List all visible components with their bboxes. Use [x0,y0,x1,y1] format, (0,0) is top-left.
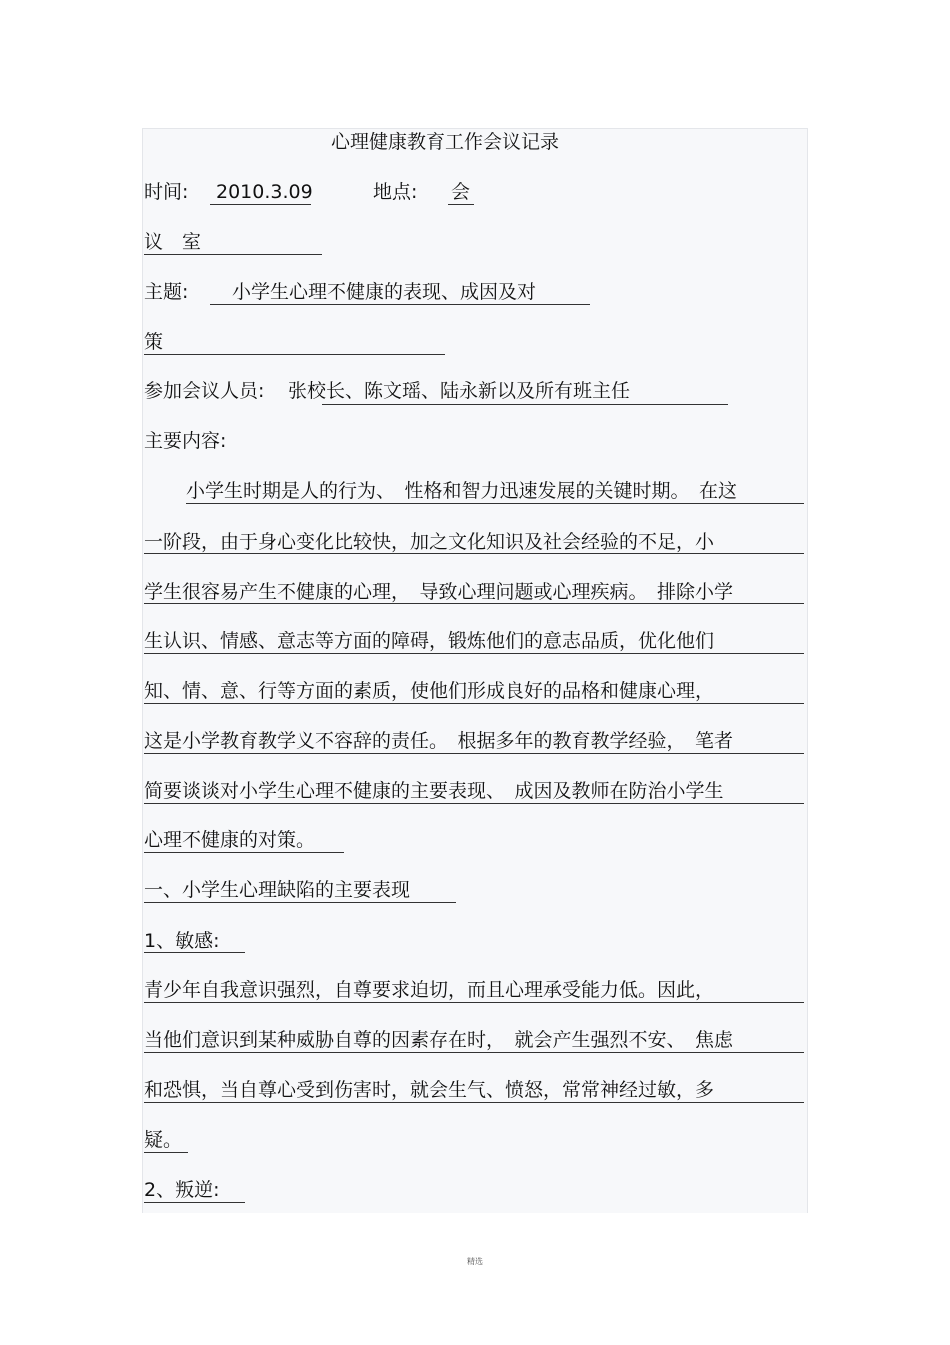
line-underline [144,603,804,604]
item-heading: 1、敏感: [144,930,220,952]
place-underline-1 [448,204,474,205]
line-underline [144,653,804,654]
paragraph-line: 这是小学教育教学义不容辞的责任。 根据多年的教育教学经验， 笔者 [144,730,734,752]
paragraph-line: 小学生时期是人的行为、 性格和智力迅速发展的关键时期。 在这 [186,480,738,502]
topic-underline-1 [210,304,590,305]
line-underline [144,852,344,853]
item-heading-underline [144,1202,245,1203]
document-title: 心理健康教育工作会议记录 [331,131,560,153]
paragraph-line: 一阶段，由于身心变化比较快，加之文化知识及社会经验的不足，小 [144,531,715,553]
section-heading-underline [144,902,456,903]
topic-label: 主题: [144,281,189,303]
item-line: 当他们意识到某种威胁自尊的因素存在时， 就会产生强烈不安、 焦虑 [144,1029,734,1051]
attendees-underline [322,404,728,405]
content-label: 主要内容: [144,430,227,452]
item-line: 青少年自我意识强烈，自尊要求迫切，而且心理承受能力低。因此， [144,979,715,1001]
line-underline [144,1002,804,1003]
place-underline-2 [144,254,322,255]
topic-value-1: 小学生心理不健康的表现、成因及对 [232,281,537,303]
paragraph-line: 生认识、情感、意志等方面的障碍，锻炼他们的意志品质，优化他们 [144,630,715,652]
paragraph-line: 学生很容易产生不健康的心理， 导致心理问题或心理疾病。 排除小学 [144,581,734,603]
item-line: 疑。 [144,1129,183,1151]
place-label: 地点: [373,181,418,203]
footer-label: 精选 [467,1257,483,1266]
line-underline [144,1152,188,1153]
item-line: 和恐惧，当自尊心受到伤害时，就会生气、愤怒，常常神经过敏，多 [144,1079,715,1101]
topic-value-2: 策 [144,331,164,353]
paragraph-line: 知、情、意、行等方面的素质，使他们形成良好的品格和健康心理， [144,680,715,702]
line-underline [144,753,804,754]
line-underline [144,803,804,804]
line-underline [144,1052,804,1053]
line-underline [186,503,804,504]
paragraph-line: 简要谈谈对小学生心理不健康的主要表现、 成因及教师在防治小学生 [144,780,724,802]
item-heading: 2、叛逆: [144,1179,220,1201]
time-underline [210,204,311,205]
time-label: 时间: [144,181,189,203]
attendees-value: 张校长、陈文瑶、陆永新以及所有班主任 [288,380,631,402]
line-underline [144,553,804,554]
attendees-label: 参加会议人员: [144,380,265,402]
line-underline [144,703,804,704]
topic-underline-2 [144,354,445,355]
paragraph-line: 心理不健康的对策。 [144,829,316,851]
time-value: 2010.3.09 [216,181,313,203]
item-heading-underline [144,952,245,953]
section-heading: 一、小学生心理缺陷的主要表现 [144,879,411,901]
place-value-1: 会 [451,181,471,203]
place-value-2: 议 室 [144,231,202,253]
line-underline [144,1102,804,1103]
